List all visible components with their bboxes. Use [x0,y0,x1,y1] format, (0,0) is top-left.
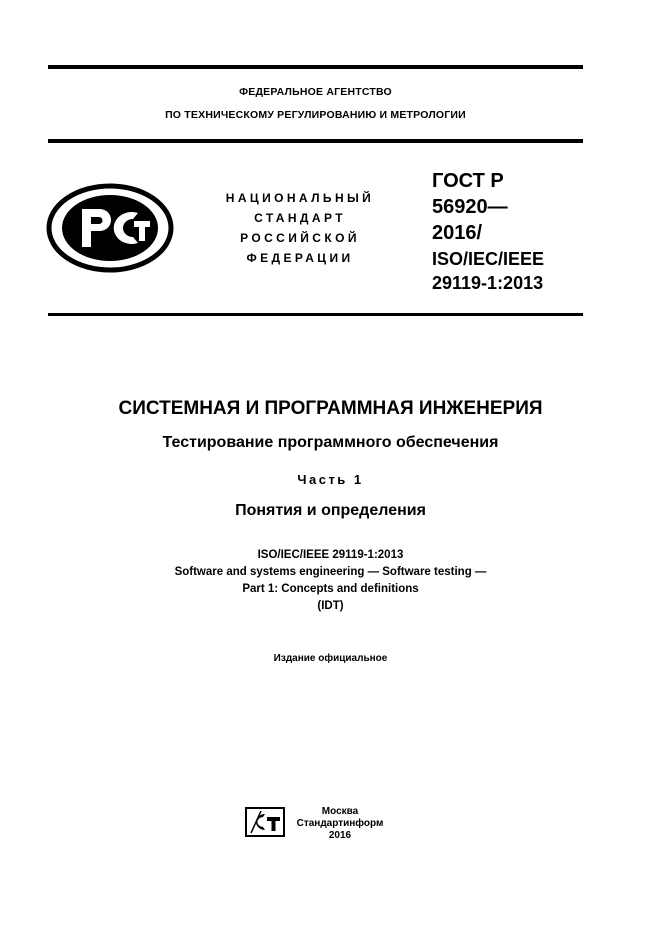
designation-line-4: ISO/IEC/IEEE [432,249,545,269]
header-bottom-rule [48,313,583,316]
english-line-1: ISO/IEC/IEEE 29119-1:2013 [257,549,404,561]
standard-type-line-2: СТАНДАРТ [254,211,346,225]
part-title: Понятия и определения [235,502,426,519]
publisher-name: Стандартинформ [296,818,384,829]
main-title: СИСТЕМНАЯ И ПРОГРАММНАЯ ИНЖЕНЕРИЯ [118,398,543,419]
agency-line-2: ПО ТЕХНИЧЕСКОМУ РЕГУЛИРОВАНИЮ И МЕТРОЛОГИИ [165,109,466,121]
top-rule [48,65,583,69]
publisher-logo-icon [245,807,285,837]
agency-line-1: ФЕДЕРАЛЬНОЕ АГЕНТСТВО [239,86,392,98]
standard-type-line-1: НАЦИОНАЛЬНЫЙ [225,191,375,205]
publisher-city: Москва [321,806,359,817]
standard-type-line-4: ФЕДЕРАЦИИ [246,251,354,265]
publisher-year: 2016 [328,830,352,841]
edition-label: Издание официальное [273,653,388,664]
subtitle: Тестирование программного обеспечения [162,434,499,451]
designation-line-1: ГОСТ Р [432,170,504,192]
agency-rule [48,139,583,143]
english-line-3: Part 1: Concepts and definitions [242,583,419,595]
designation-line-3: 2016/ [432,222,483,244]
part-number: Часть 1 [297,472,364,487]
english-line-2: Software and systems engineering — Software testing — [174,566,487,578]
designation-line-2: 56920— [432,196,508,218]
standard-type-line-3: РОССИЙСКОЙ [240,231,360,245]
english-line-4: (IDT) [317,600,344,612]
gost-logo-icon [46,183,174,273]
designation-line-5: 29119-1:2013 [432,273,544,293]
